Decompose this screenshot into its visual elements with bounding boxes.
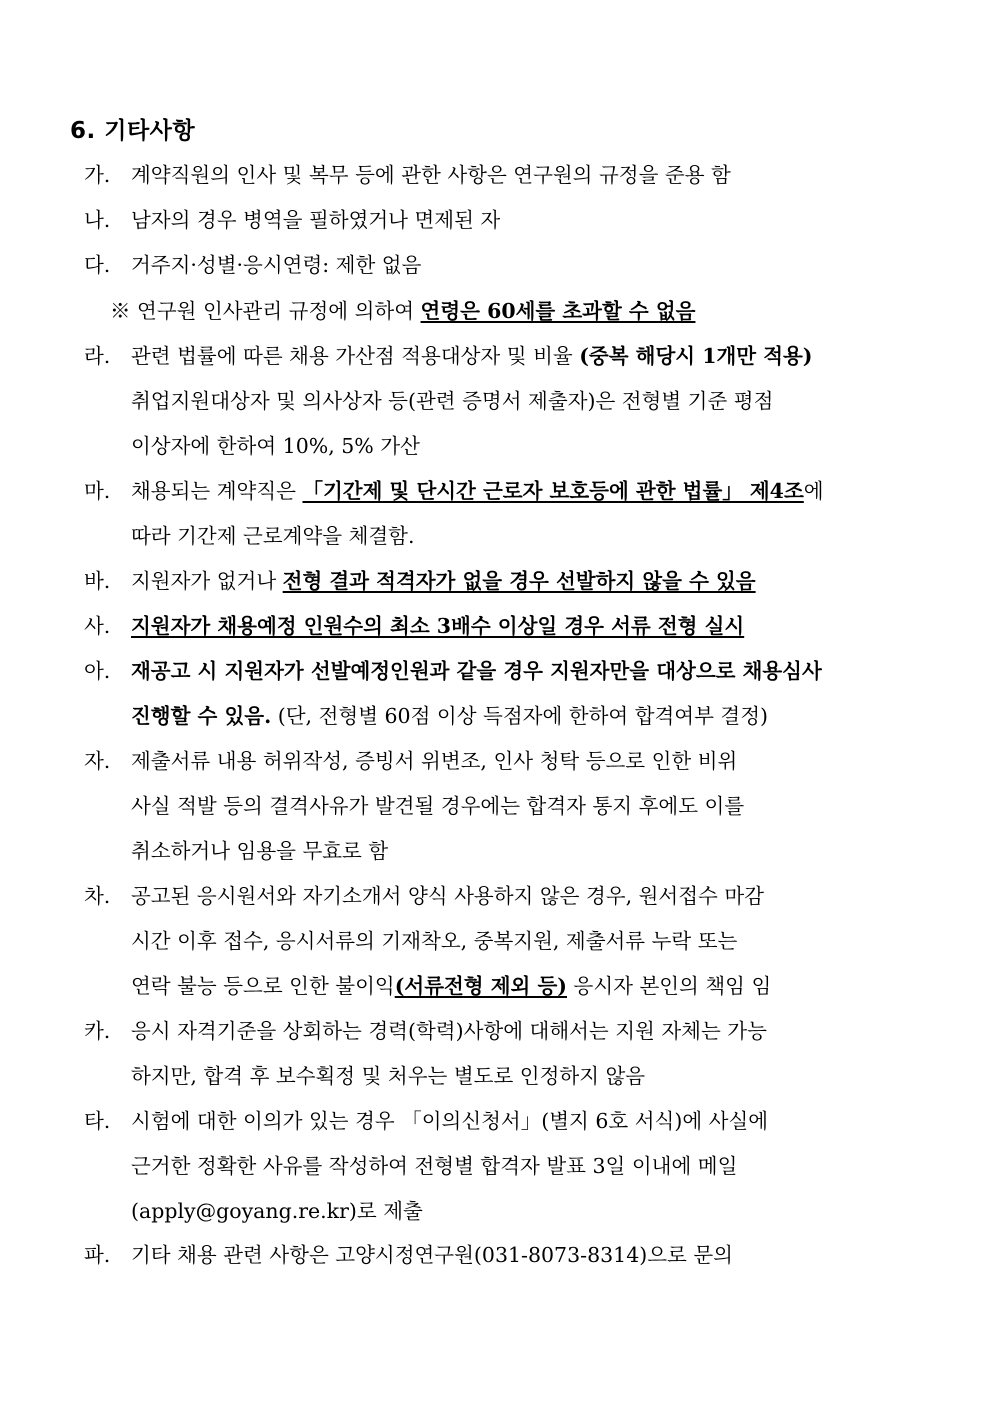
item-marker: 바. (84, 569, 111, 593)
law-reference: 「기간제 및 단시간 근로자 보호등에 관한 법률」 제4조 (302, 479, 804, 503)
item-text-line2: 취업지원대상자 및 의사상자 등(관련 증명서 제출자)은 전형별 기준 평점 (131, 389, 774, 413)
item-emphasis: 전형 결과 적격자가 없을 경우 선발하지 않을 수 있음 (282, 569, 756, 593)
item-text-line3-tail: 응시자 본인의 책임 임 (567, 974, 772, 998)
item-text-line2: 하지만, 합격 후 보수획정 및 처우는 별도로 인정하지 않음 (131, 1064, 646, 1088)
item-text: 관련 법률에 따른 채용 가산점 적용대상자 및 비율 (131, 344, 580, 368)
item-text: 응시 자격기준을 상회하는 경력(학력)사항에 대해서는 지원 자체는 가능 (131, 1019, 767, 1043)
item-text-line3: (apply@goyang.re.kr)로 제출 (131, 1199, 423, 1223)
item-marker: 자. (84, 749, 111, 773)
item-marker: 라. (84, 344, 111, 368)
item-emphasis: (중복 해당시 1개만 적용) (579, 344, 813, 368)
item-text: 채용되는 계약직은 (131, 479, 303, 503)
item-text: 기타 채용 관련 사항은 고양시정연구원(031-8073-8314)으로 문의 (131, 1243, 733, 1267)
item-marker: 나. (84, 208, 111, 232)
item-emphasis: 재공고 시 지원자가 선발예정인원과 같을 경우 지원자만을 대상으로 채용심사 (131, 659, 822, 683)
item-marker: 가. (84, 163, 111, 187)
item-marker: 타. (84, 1109, 111, 1133)
item-text-line3: 취소하거나 임용을 무효로 함 (131, 839, 389, 863)
item-text: 남자의 경우 병역을 필하였거나 면제된 자 (131, 208, 501, 232)
item-text: 시험에 대한 이의가 있는 경우 「이의신청서」(별지 6호 서식)에 사실에 (131, 1109, 769, 1133)
item-text-line2: 사실 적발 등의 결격사유가 발견될 경우에는 합격자 통지 후에도 이를 (131, 794, 745, 818)
item-text: 공고된 응시원서와 자기소개서 양식 사용하지 않은 경우, 원서접수 마감 (131, 884, 764, 908)
item-text-line2: 시간 이후 접수, 응시서류의 기재착오, 중복지원, 제출서류 누락 또는 (131, 929, 738, 953)
item-text: 지원자가 없거나 (131, 569, 283, 593)
item-text: 거주지·성별·응시연령: 제한 없음 (131, 253, 422, 277)
item-text-line3: 연락 불능 등으로 인한 불이익 (131, 974, 395, 998)
section-heading: 6. 기타사항 (70, 118, 196, 144)
item-text-line2: 근거한 정확한 사유를 작성하여 전형별 합격자 발표 3일 이내에 메일 (131, 1154, 738, 1178)
item-text-line2: (단, 전형별 60점 이상 득점자에 한하여 합격여부 결정) (271, 704, 769, 728)
item-emphasis: 지원자가 채용예정 인원수의 최소 3배수 이상일 경우 서류 전형 실시 (131, 614, 745, 638)
item-emphasis: (서류전형 제외 등) (394, 974, 567, 998)
note-emphasis: 연령은 60세를 초과할 수 없음 (420, 299, 696, 323)
item-text: 계약직원의 인사 및 복무 등에 관한 사항은 연구원의 규정을 준용 함 (131, 163, 731, 187)
item-marker: 사. (84, 614, 111, 638)
item-emphasis-line2: 진행할 수 있음. (131, 704, 272, 728)
item-text: 제출서류 내용 허위작성, 증빙서 위변조, 인사 청탁 등으로 인한 비위 (131, 749, 738, 773)
item-text-line2: 따라 기간제 근로계약을 체결함. (131, 524, 415, 548)
item-marker: 아. (84, 659, 111, 683)
item-marker: 다. (84, 253, 111, 277)
item-marker: 카. (84, 1019, 111, 1043)
item-text-tail: 에 (803, 479, 824, 503)
item-marker: 차. (84, 884, 111, 908)
item-marker: 파. (84, 1243, 111, 1267)
note-text: ※ 연구원 인사관리 규정에 의하여 (110, 299, 421, 323)
item-marker: 마. (84, 479, 111, 503)
item-text-line3: 이상자에 한하여 10%, 5% 가산 (131, 434, 420, 458)
